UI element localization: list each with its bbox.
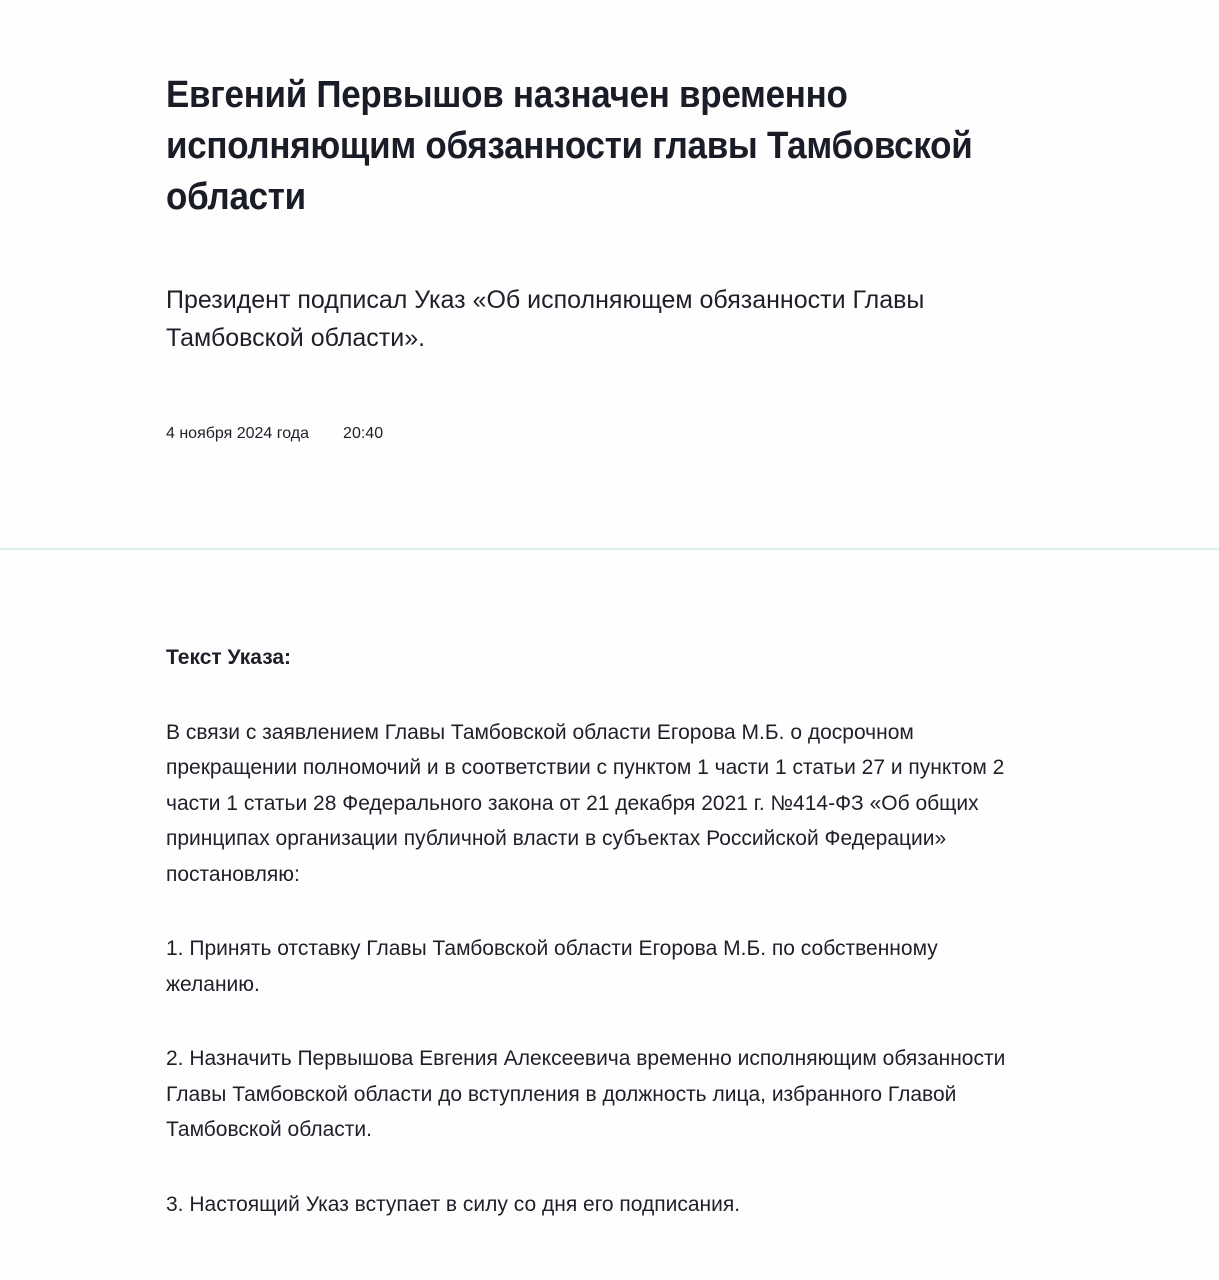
decree-item-3: 3. Настоящий Указ вступает в силу со дня его подписания. <box>166 1192 741 1216</box>
article-meta <box>166 424 383 444</box>
article-header <box>166 70 1026 223</box>
decree-item-1: 1. Принять отставку Главы Тамбовской области Егорова М.Б. по собственному желанию. <box>166 937 938 996</box>
section-divider <box>0 548 1219 550</box>
article-lead: Президент подписал Указ «Об исполняющем обязанности Главы Тамбовской области». <box>166 286 925 352</box>
article-date: 4 ноября 2024 года <box>166 425 310 442</box>
article-title: Евгений Первышов назначен временно исполняющим обязанности главы Тамбовской области <box>166 74 973 218</box>
decree-item-2: 2. Назначить Первышова Евгения Алексеевича временно исполняющим обязанности Главы Тамбовской области до вступления в должность лица, избранного Главой Тамбовской области. <box>166 1047 1006 1141</box>
article-body <box>166 640 1036 1261</box>
decree-preamble: В связи с заявлением Главы Тамбовской области Егорова М.Б. о досрочном прекращении полномочий и в соответствии с пунктом 1 части 1 статьи 27 и пунктом 2 части 1 статьи 28 Федерального закона от 21 декабря 2021 г. №414-ФЗ «Об общих принципах организации публичной власти в субъектах Российской Федерации» постановляю: <box>166 720 1005 886</box>
article-time: 20:40 <box>343 425 384 442</box>
decree-text-heading: Текст Указа: <box>166 646 292 669</box>
